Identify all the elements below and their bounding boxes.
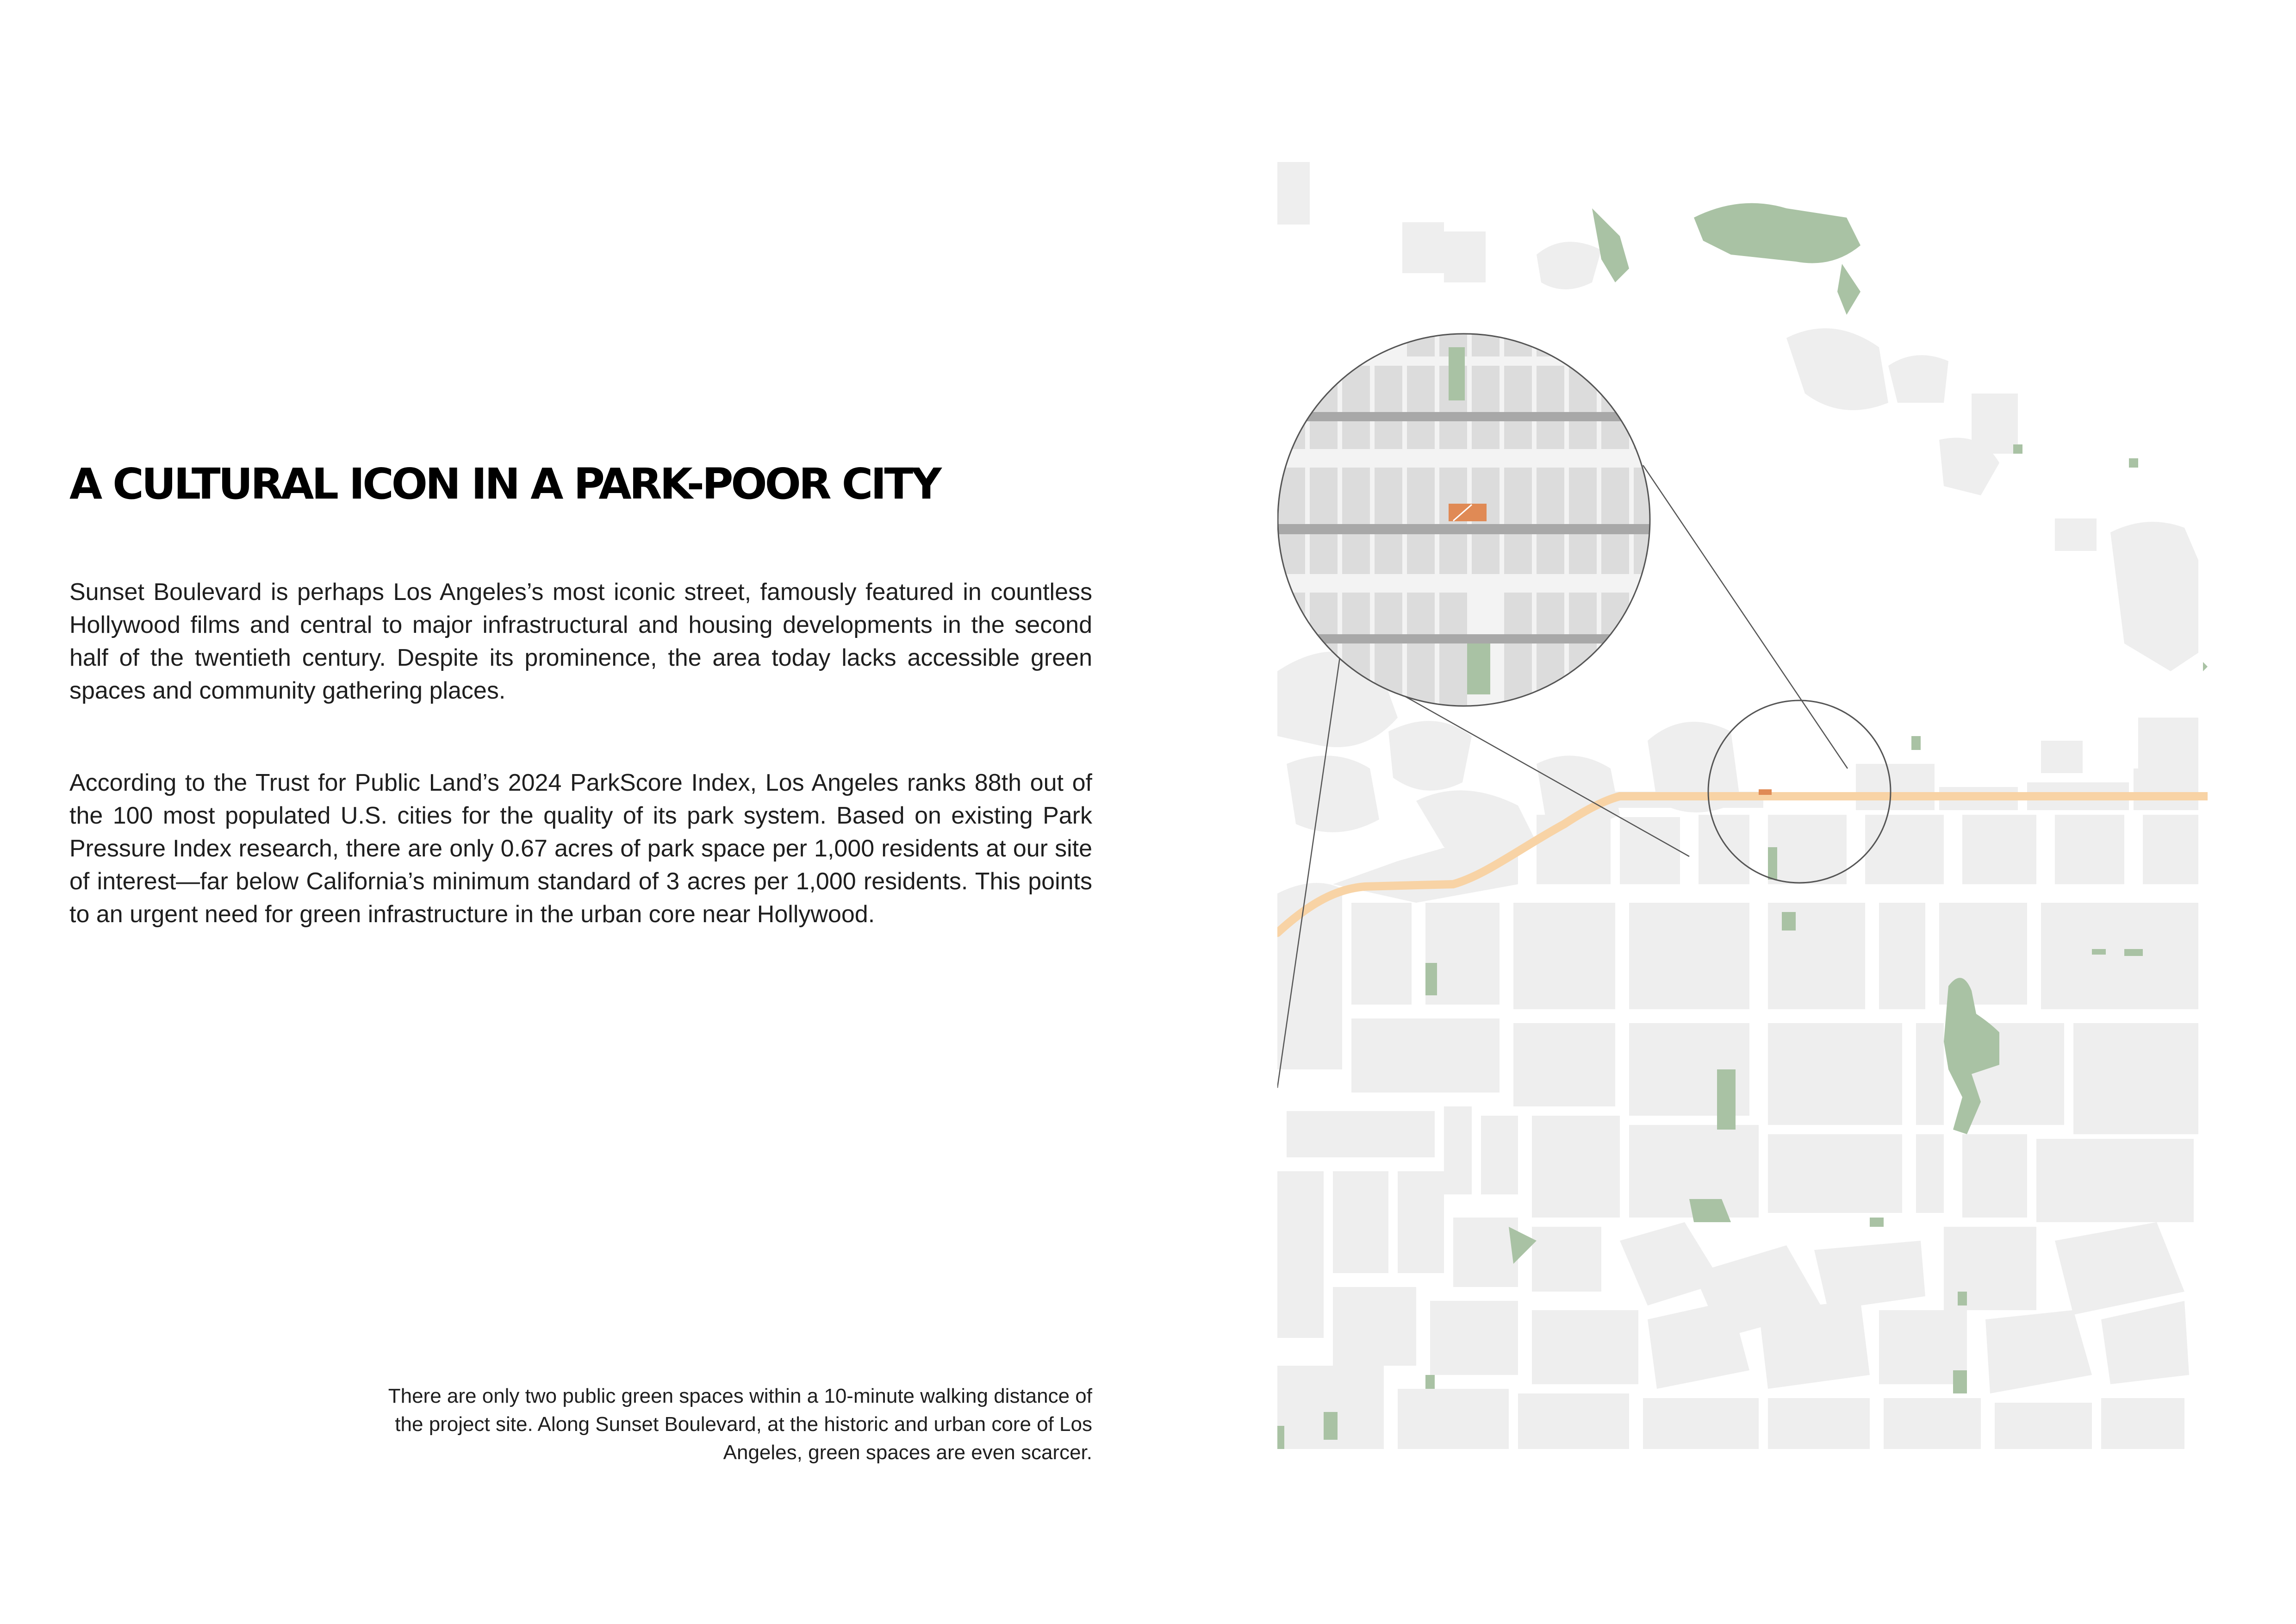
site-map xyxy=(1277,162,2208,1449)
zoom-project-site xyxy=(1449,504,1487,521)
parkscore-paragraph: According to the Trust for Public Land’s 2024 ParkScore Index, Los Angeles ranks 88th out of the 100 most populated U.S. cities for the quality of its park system. Based on existing Park Pressure Index research, there are only 0.67 acres of park space per 1,000 residents at our site of interest—far below California’s minimum standard of 3 acres per 1,000 residents. This points to an urgent need for green infrastructure in the urban core near Hollywood. xyxy=(69,769,1092,928)
map-caption: There are only two public green spaces within a 10-minute walking distance of the project site. Along Sunset Boulevard, at the historic and urban core of Los Angeles, green spaces are even scarcer. xyxy=(388,1385,1092,1464)
intro-paragraph: Sunset Boulevard is perhaps Los Angeles’s most iconic street, famously featured in countless Hollywood films and central to major infrastructural and housing developments in the second half of the twentieth century. Despite its prominence, the area today lacks accessible green spaces and community gathering places. xyxy=(69,579,1092,704)
project-site xyxy=(1759,789,1772,795)
page-title: A CULTURAL ICON IN A PARK-POOR CITY xyxy=(69,459,940,509)
